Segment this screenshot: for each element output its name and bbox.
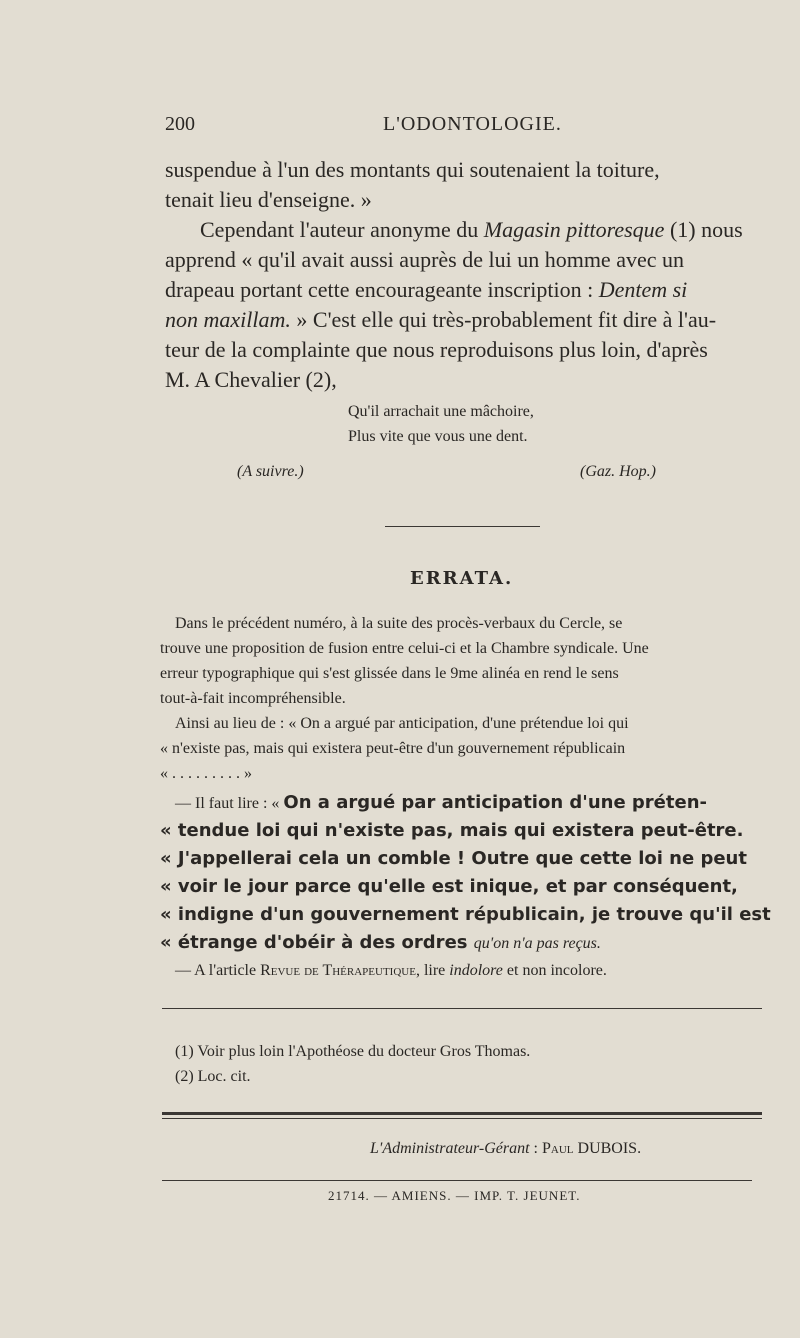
imprint-divider (162, 1180, 752, 1181)
errata-line: Dans le précédent numéro, à la suite des procès-verbaux du Cercle, se (175, 615, 623, 632)
body-line: non maxillam. » C'est elle qui très-probablement fit dire à l'au- (165, 307, 717, 332)
page-number: 200 (165, 113, 195, 135)
thick-rule (162, 1112, 762, 1115)
body-line: tenait lieu d'enseigne. » (165, 187, 372, 212)
correction-line: — Il faut lire : « On a argué par anticipation d'une préten- (175, 792, 707, 813)
correction-line: « tendue loi qui n'existe pas, mais qui existera peut-être. (160, 820, 744, 841)
errata-line: « n'existe pas, mais qui existera peut-être d'un gouvernement républicain (160, 740, 626, 757)
body-line: M. A Chevalier (2), (165, 367, 337, 392)
verse-line: Plus vite que vous une dent. (348, 428, 528, 445)
body-line: suspendue à l'un des montants qui soutenaient la toiture, (165, 157, 660, 182)
errata-line: trouve une proposition de fusion entre celui-ci et la Chambre syndicale. Une (160, 640, 649, 657)
correction-line: « J'appellerai cela un comble ! Outre que cette loi ne peut (160, 848, 747, 869)
body-line: apprend « qu'il avait aussi auprès de lui un homme avec un (165, 247, 684, 272)
section-divider (385, 526, 540, 527)
errata-line: Ainsi au lieu de : « On a argué par anticipation, d'une prétendue loi qui (175, 715, 629, 732)
body-line: Cependant l'auteur anonyme du Magasin pittoresque (1) nous (200, 217, 743, 242)
correction-line: « étrange d'obéir à des ordres qu'on n'a pas reçus. (160, 932, 601, 953)
body-line: teur de la complainte que nous reproduisons plus loin, d'après (165, 337, 708, 362)
errata-line: tout-à-fait incompréhensible. (160, 690, 346, 707)
administrator-signature: L'Administrateur-Gérant : Paul DUBOIS. (370, 1140, 642, 1157)
running-title: L'ODONTOLOGIE. (383, 113, 562, 135)
errata-note: — A l'article Revue de Thérapeutique, lire indolore et non incolore. (175, 962, 607, 979)
body-line: drapeau portant cette encourageante inscription : Dentem si (165, 277, 688, 302)
correction-line: « voir le jour parce qu'elle est inique, et par conséquent, (160, 876, 738, 897)
errata-line: « . . . . . . . . . » (160, 765, 252, 782)
footnote-divider (162, 1008, 762, 1009)
printer-imprint: 21714. — AMIENS. — IMP. T. JEUNET. (328, 1188, 581, 1203)
source-right: (Gaz. Hop.) (580, 463, 656, 480)
errata-title: ERRATA. (410, 568, 514, 589)
footnote: (1) Voir plus loin l'Apothéose du docteur Gros Thomas. (175, 1043, 531, 1060)
verse-line: Qu'il arrachait une mâchoire, (348, 403, 534, 420)
footnote: (2) Loc. cit. (175, 1068, 251, 1085)
thin-rule (162, 1118, 762, 1119)
source-left: (A suivre.) (237, 463, 304, 480)
errata-line: erreur typographique qui s'est glissée dans le 9me alinéa en rend le sens (160, 665, 619, 682)
correction-line: « indigne d'un gouvernement républicain, je trouve qu'il est (160, 904, 771, 925)
